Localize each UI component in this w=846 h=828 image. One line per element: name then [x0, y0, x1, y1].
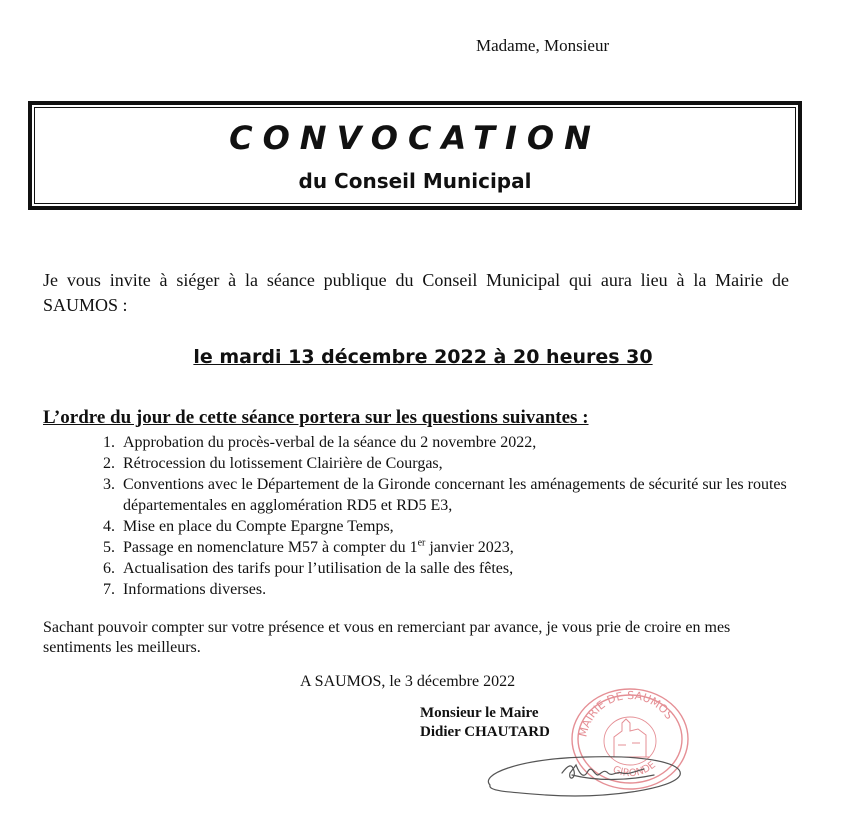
handwritten-signature [476, 745, 696, 805]
agenda-item-text-after: janvier 2023, [425, 539, 514, 556]
agenda-item-text: Rétrocession du lotissement Clairière de Courgas, [123, 455, 443, 472]
place-and-date: A SAUMOS, le 3 décembre 2022 [300, 673, 516, 690]
agenda-item-text [123, 537, 793, 558]
agenda-item-text: Informations diverses. [123, 581, 267, 598]
seal-text-top: MAIRIE DE SAUMOS [576, 688, 676, 739]
agenda-item-text: Mise en place du Compte Epargne Temps, [123, 518, 394, 535]
agenda-item-number: 5. [103, 539, 115, 556]
meeting-date: le mardi 13 décembre 2022 à 20 heures 30 [193, 346, 653, 368]
agenda-item-number: 7. [103, 581, 115, 598]
document-subtitle: du Conseil Municipal [298, 169, 532, 193]
agenda-item-number: 3. [103, 476, 115, 493]
intro-paragraph: Je vous invite à siéger à la séance publique du Conseil Municipal qui aura lieu à la Mairie de SAUMOS : [43, 270, 789, 315]
agenda-item [43, 432, 793, 453]
agenda-item-text: Actualisation des tarifs pour l’utilisation de la salle des fêtes, [123, 560, 514, 577]
closing-paragraph: Sachant pouvoir compter sur votre présence et vous en remerciant par avance, je vous prie de croire en mes sentiments les meilleurs. [43, 619, 731, 656]
seal-text-bottom: GIRONDE [611, 759, 658, 780]
agenda-item [43, 558, 793, 579]
salutation: Madame, Monsieur [476, 36, 610, 55]
agenda-item-number: 6. [103, 560, 115, 577]
agenda-item-number: 2. [103, 455, 115, 472]
agenda-item-number: 4. [103, 518, 115, 535]
agenda-item-text: Approbation du procès-verbal de la séance du 2 novembre 2022, [123, 434, 537, 451]
agenda-item-number: 1. [103, 434, 115, 451]
agenda-list [43, 432, 793, 600]
document-title: CONVOCATION [229, 119, 601, 157]
title-box [28, 101, 802, 210]
signer-name: Didier CHAUTARD [420, 724, 550, 740]
agenda-item [43, 579, 793, 600]
agenda-item-text: Conventions avec le Département de la Gironde concernant les aménagements de sécurité sur les routes départementales en agglomération RD5 et RD5 E3, [123, 476, 787, 514]
agenda-item [43, 537, 793, 558]
signer-title: Monsieur le Maire [420, 705, 539, 721]
agenda-item [43, 474, 793, 516]
agenda-heading: L’ordre du jour de cette séance portera sur les questions suivantes : [43, 407, 589, 428]
ordinal-superscript: er [417, 537, 426, 549]
agenda-item [43, 453, 793, 474]
agenda-item [43, 516, 793, 537]
agenda-item-text-before: Passage en nomenclature M57 à compter du 1 [123, 539, 418, 556]
